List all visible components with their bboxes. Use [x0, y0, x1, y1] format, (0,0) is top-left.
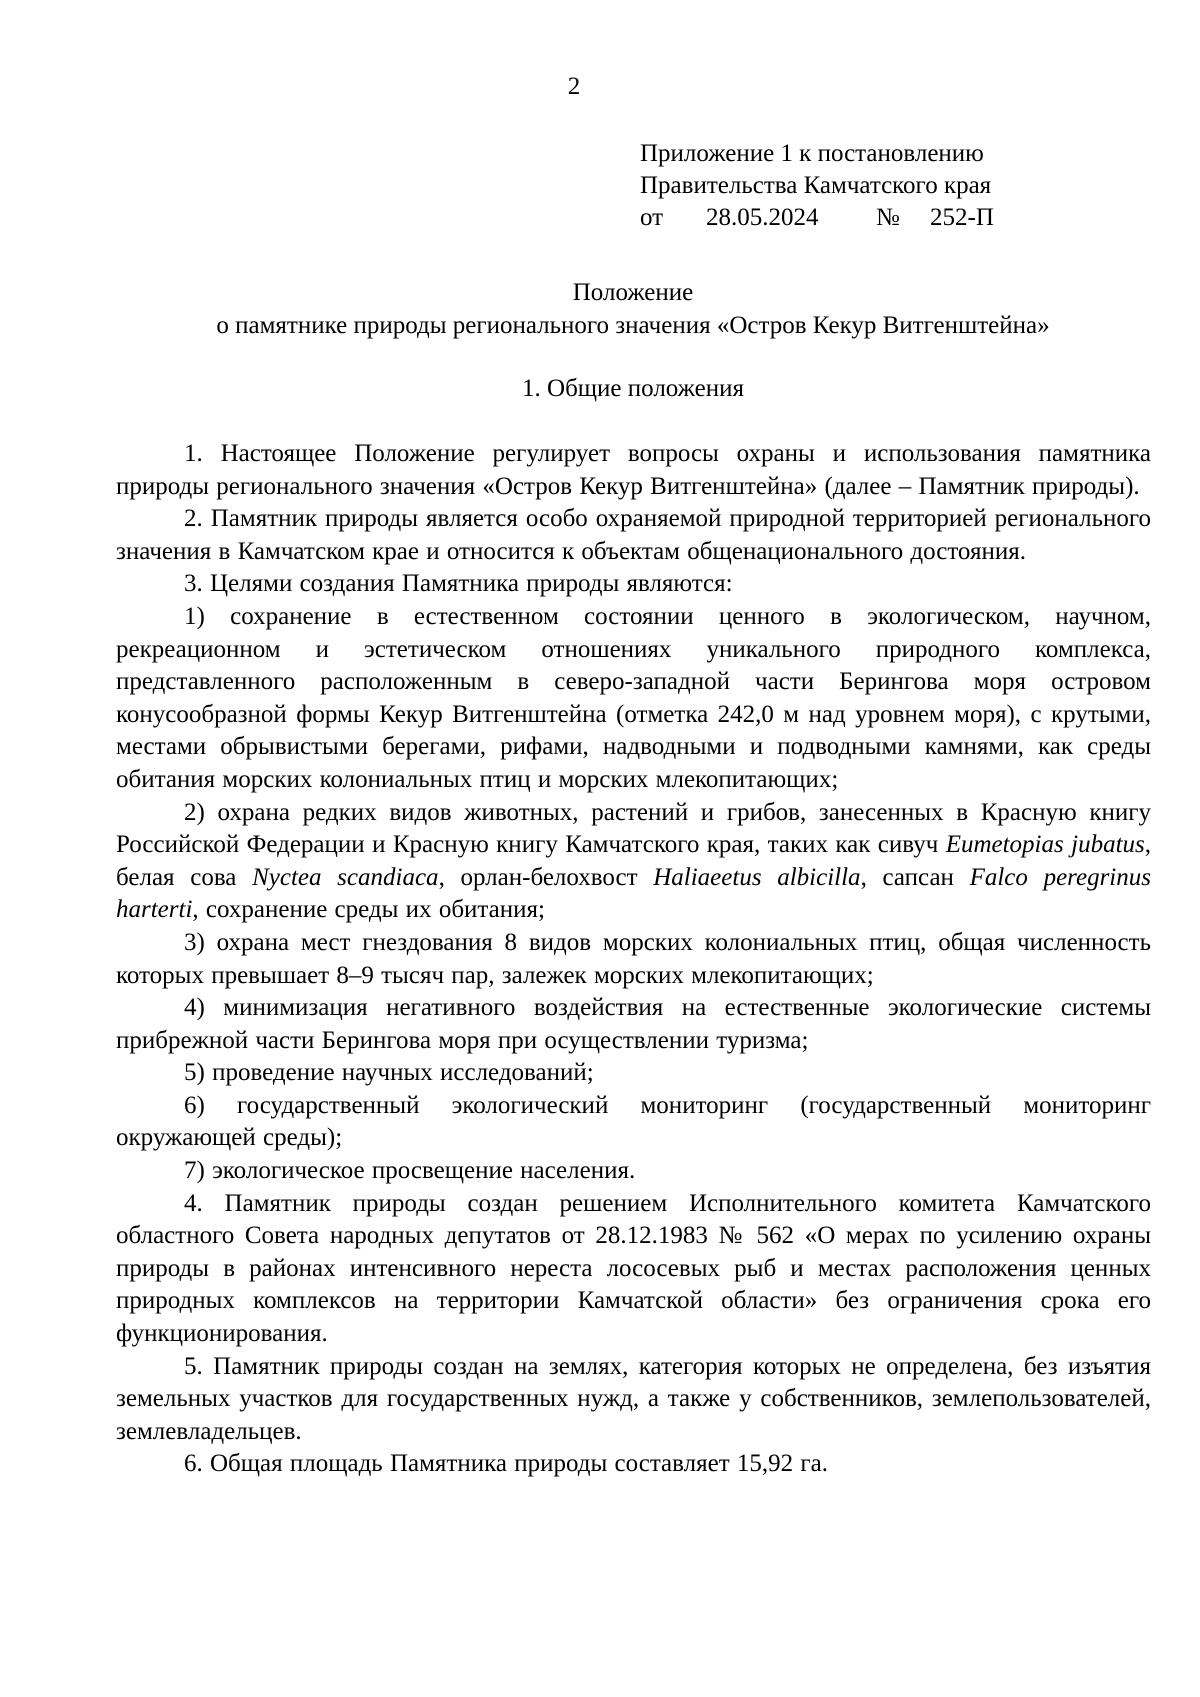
species-name: Haliaeetus albicilla — [653, 863, 861, 891]
number-sign: № — [876, 204, 900, 231]
paragraph-6: 6. Общая площадь Памятника природы составляет 15,92 га. — [184, 1450, 828, 1478]
document-title — [0, 276, 1200, 342]
paragraph-3-item-2 — [116, 797, 1151, 927]
resolution-date: 28.05.2024 — [706, 204, 819, 231]
text-segment: , орлан-белохвост — [438, 863, 654, 891]
paragraph-3-item-4: 4) минимизация негативного воздействия на естественные экологические системы прибрежной части Берингова моря при осуществлении туризма; — [116, 994, 1151, 1054]
date-prefix: от — [640, 204, 664, 231]
paragraph-3-item-3: 3) охрана мест гнездования 8 видов морских колониальных птиц, общая численность которых превышает 8–9 тысяч пар, залежек морских млекопитающих; — [116, 928, 1151, 989]
paragraph-1: 1. Настоящее Положение регулирует вопросы охраны и использования памятника природы регионального значения «Остров Кекур Витгенштейна» (далее – Памятник природы). — [116, 440, 1151, 500]
document-body — [116, 438, 1151, 1481]
appendix-date-line — [640, 202, 994, 234]
page-number: 2 — [567, 73, 581, 100]
appendix-line-2: Правительства Камчатского края — [640, 172, 992, 199]
text-segment: , сохранение среды их обитания; — [192, 896, 545, 924]
text-segment: , белая сова — [116, 831, 1151, 891]
paragraph-4: 4. Памятник природы создан решением Исполнительного комитета Камчатского областного Совета народных депутатов от 28.12.1983 № 562 «О мерах по усилению охраны природы в районах интенсивного нереста лососевых рыб и местах расположения ценных природных комплексов на территории Камчатской области» без ограничения срока его функционирования. — [116, 1189, 1151, 1348]
section-heading: 1. Общие положения — [522, 375, 744, 402]
paragraph-3: 3. Целями создания Памятника природы являются: — [184, 570, 733, 598]
text-segment: 2) охрана редких видов животных, растений и грибов, занесенных в Красную книгу Российской Федерации и Красную книгу Камчатского края, таких как сивуч — [116, 798, 1151, 859]
paragraph-3-item-1: 1) сохранение в естественном состоянии ценного в экологическом, научном, рекреационном и эстетическом отношениях уникального природного комплекса, представленного расположенным в северо-западной части Берингова моря островом конусообразной формы Кекур Витгенштейна (отметка 242,0 м над уровнем моря), с крутыми, местами обрывистыми берегами, рифами, надводными и подводными камнями, как среды обитания морских колониальных птиц и морских млекопитающих; — [116, 602, 1151, 793]
species-name: Eumetopias jubatus — [945, 831, 1145, 859]
paragraph-3-item-6: 6) государственный экологический мониторинг (государственный мониторинг окружающей среды); — [116, 1091, 1151, 1152]
text-segment: , сапсан — [860, 863, 970, 891]
document-title-line-1: Положение — [572, 279, 694, 306]
species-name: Falco peregrinus harterti — [116, 863, 1151, 924]
paragraph-3-item-5: 5) проведение научных исследований; — [184, 1059, 594, 1087]
appendix-block — [640, 138, 994, 234]
document-title-line-2: о памятнике природы регионального значения «Остров Кекур Витгенштейна» — [216, 312, 1050, 339]
paragraph-5: 5. Памятник природы создан на землях, категория которых не определена, без изъятия земельных участков для государственных нужд, а также у собственников, землепользователей, землевладельцев. — [116, 1352, 1151, 1445]
paragraph-3-item-7: 7) экологическое просвещение населения. — [184, 1157, 636, 1185]
resolution-number: 252-П — [930, 204, 994, 231]
species-name: Nyctea scandiaca — [252, 863, 439, 891]
appendix-line-1: Приложение 1 к постановлению — [640, 140, 984, 167]
paragraph-2: 2. Памятник природы является особо охраняемой природной территорией регионального значения в Камчатском крае и относится к объектам общенационального достояния. — [116, 505, 1151, 565]
